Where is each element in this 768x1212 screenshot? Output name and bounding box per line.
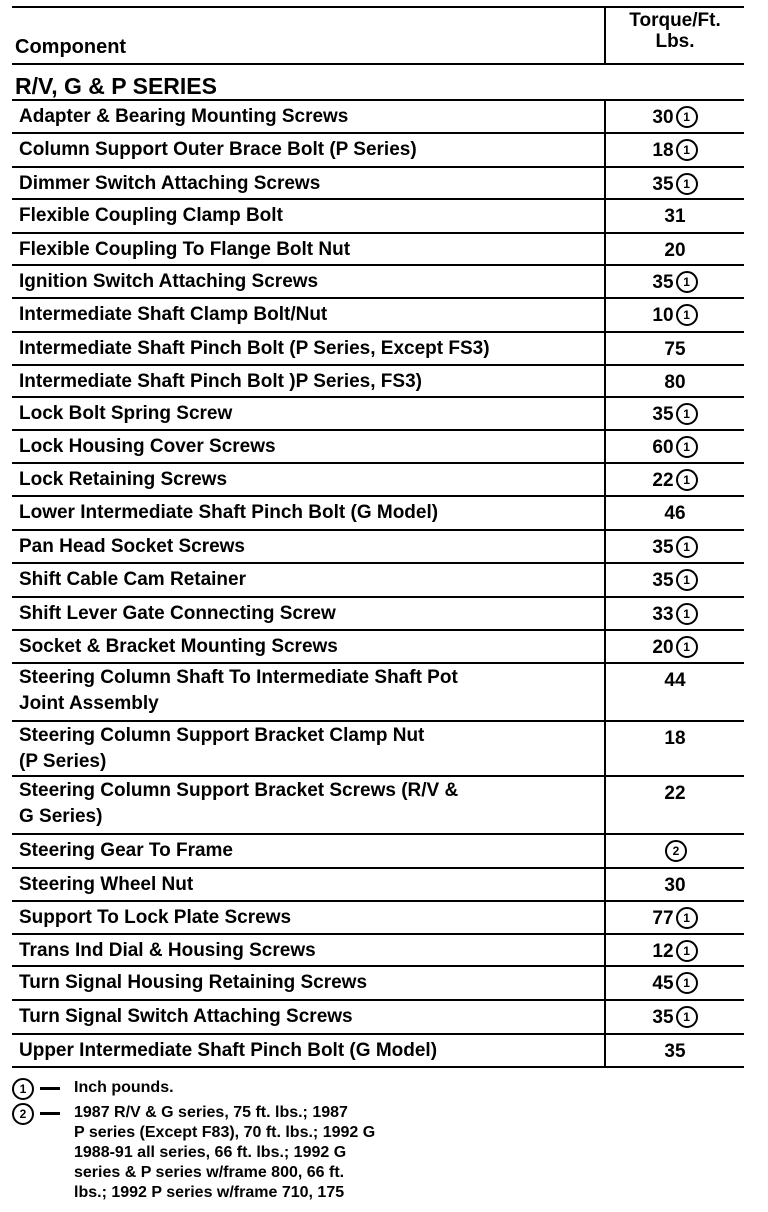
table-row bbox=[12, 902, 744, 935]
component-name: Column Support Outer Brace Bolt (P Series) bbox=[19, 139, 417, 160]
torque-cell bbox=[604, 531, 744, 562]
torque-value: 77 bbox=[652, 908, 674, 929]
torque-cell bbox=[604, 398, 744, 429]
torque-value: 22 bbox=[664, 783, 686, 804]
table-row bbox=[12, 869, 744, 902]
table-row bbox=[12, 1035, 744, 1068]
torque-value: 75 bbox=[664, 339, 686, 360]
footnote-marker-icon: 1 bbox=[676, 106, 698, 128]
footnote-marker-icon: 2 bbox=[665, 840, 687, 862]
component-name: Socket & Bracket Mounting Screws bbox=[19, 636, 338, 657]
footnote bbox=[12, 1103, 744, 1203]
torque-cell bbox=[604, 299, 744, 331]
footnote-text bbox=[74, 1103, 444, 1203]
torque-cell bbox=[604, 101, 744, 132]
torque-cell bbox=[604, 1001, 744, 1033]
torque-cell bbox=[604, 869, 744, 900]
torque-value: 45 bbox=[652, 973, 674, 994]
component-name: Shift Lever Gate Connecting Screw bbox=[19, 603, 336, 624]
torque-cell bbox=[604, 497, 744, 529]
component-name-line2: G Series) bbox=[19, 806, 103, 827]
component-cell bbox=[12, 200, 604, 232]
torque-cell bbox=[604, 722, 744, 775]
component-cell bbox=[12, 431, 604, 462]
footnote-marker-icon: 1 bbox=[676, 536, 698, 558]
footnote-marker-icon: 1 bbox=[676, 403, 698, 425]
component-name: Steering Column Shaft To Intermediate Shaft Pot bbox=[19, 667, 458, 688]
footnote-marker-icon: 1 bbox=[676, 304, 698, 326]
table-row bbox=[12, 1001, 744, 1035]
component-name: Shift Cable Cam Retainer bbox=[19, 569, 246, 590]
component-name: Dimmer Switch Attaching Screws bbox=[19, 173, 321, 194]
torque-cell bbox=[604, 431, 744, 462]
component-cell bbox=[12, 598, 604, 629]
component-name: Lock Housing Cover Screws bbox=[19, 436, 276, 457]
table-row bbox=[12, 168, 744, 200]
component-cell bbox=[12, 234, 604, 264]
torque-value: 18 bbox=[652, 140, 674, 161]
component-column-header: Component bbox=[15, 36, 127, 58]
component-cell bbox=[12, 631, 604, 662]
footnote-line: 1988-91 all series, 66 ft. lbs.; 1992 G bbox=[74, 1144, 347, 1161]
torque-cell bbox=[604, 664, 744, 720]
circled-number-icon: 1 bbox=[12, 1078, 34, 1100]
torque-value: 30 bbox=[664, 875, 686, 896]
footnotes bbox=[12, 1068, 744, 1203]
torque-cell bbox=[604, 200, 744, 232]
table-header bbox=[12, 6, 744, 65]
footnote-marker-icon: 1 bbox=[676, 173, 698, 195]
component-name-line2: (P Series) bbox=[19, 751, 107, 772]
dash-icon bbox=[40, 1112, 60, 1115]
component-name: Lock Retaining Screws bbox=[19, 469, 228, 490]
torque-value: 35 bbox=[652, 570, 674, 591]
table-body bbox=[12, 101, 744, 1068]
torque-value: 30 bbox=[652, 107, 674, 128]
component-cell bbox=[12, 902, 604, 933]
component-cell bbox=[12, 664, 604, 720]
component-cell bbox=[12, 299, 604, 331]
section-title: R/V, G & P SERIES bbox=[12, 65, 744, 101]
component-name: Flexible Coupling Clamp Bolt bbox=[19, 205, 283, 226]
component-cell bbox=[12, 722, 604, 775]
component-name: Turn Signal Switch Attaching Screws bbox=[19, 1006, 353, 1027]
torque-cell bbox=[604, 631, 744, 662]
component-cell bbox=[12, 835, 604, 867]
torque-value: 60 bbox=[652, 437, 674, 458]
component-cell bbox=[12, 266, 604, 297]
component-name: Intermediate Shaft Pinch Bolt (P Series, Except FS3) bbox=[19, 338, 490, 359]
torque-cell bbox=[604, 134, 744, 166]
torque-cell bbox=[604, 598, 744, 629]
component-cell bbox=[12, 464, 604, 495]
dash-icon bbox=[40, 1087, 60, 1090]
torque-value: 35 bbox=[652, 174, 674, 195]
torque-cell bbox=[604, 168, 744, 198]
table-row bbox=[12, 967, 744, 1001]
table-row bbox=[12, 777, 744, 835]
torque-cell bbox=[604, 366, 744, 396]
table-row bbox=[12, 631, 744, 664]
torque-value: 80 bbox=[664, 372, 686, 393]
component-name: Pan Head Socket Screws bbox=[19, 536, 245, 557]
footnote-line: lbs.; 1992 P series w/frame 710, 175 bbox=[74, 1184, 345, 1201]
footnote-marker bbox=[12, 1078, 74, 1100]
table-row bbox=[12, 200, 744, 234]
component-name: Lock Bolt Spring Screw bbox=[19, 403, 233, 424]
torque-cell bbox=[604, 967, 744, 999]
torque-value: 35 bbox=[652, 404, 674, 425]
footnote-marker-icon: 1 bbox=[676, 940, 698, 962]
component-name: Intermediate Shaft Clamp Bolt/Nut bbox=[19, 304, 328, 325]
table-row bbox=[12, 598, 744, 631]
torque-value: 46 bbox=[664, 503, 686, 524]
table-row bbox=[12, 101, 744, 134]
torque-cell bbox=[604, 464, 744, 495]
footnote-marker-icon: 1 bbox=[676, 907, 698, 929]
table-row bbox=[12, 333, 744, 366]
component-name: Steering Column Support Bracket Screws (R/V & bbox=[19, 780, 459, 801]
torque-cell bbox=[604, 835, 744, 867]
footnote-marker-icon: 1 bbox=[676, 603, 698, 625]
table-row bbox=[12, 366, 744, 398]
torque-header-line2: Lbs. bbox=[655, 31, 695, 52]
component-cell bbox=[12, 777, 604, 833]
component-name: Steering Column Support Bracket Clamp Nut bbox=[19, 725, 425, 746]
footnote-marker-icon: 1 bbox=[676, 271, 698, 293]
component-name: Flexible Coupling To Flange Bolt Nut bbox=[19, 239, 351, 260]
table-row bbox=[12, 935, 744, 967]
footnote-line: P series (Except F83), 70 ft. lbs.; 1992 G bbox=[74, 1124, 376, 1141]
torque-cell bbox=[604, 1035, 744, 1066]
torque-value: 20 bbox=[664, 240, 686, 261]
torque-cell bbox=[604, 333, 744, 364]
torque-cell bbox=[604, 234, 744, 264]
footnote-marker-icon: 1 bbox=[676, 636, 698, 658]
component-name: Upper Intermediate Shaft Pinch Bolt (G Model) bbox=[19, 1040, 438, 1061]
torque-header-line1: Torque/Ft. bbox=[629, 10, 721, 31]
component-cell bbox=[12, 398, 604, 429]
table-row bbox=[12, 564, 744, 598]
component-name: Adapter & Bearing Mounting Screws bbox=[19, 106, 349, 127]
component-cell bbox=[12, 1035, 604, 1066]
component-name: Support To Lock Plate Screws bbox=[19, 907, 292, 928]
torque-value: 12 bbox=[652, 941, 674, 962]
component-cell bbox=[12, 869, 604, 900]
table-row bbox=[12, 299, 744, 333]
torque-value: 10 bbox=[652, 305, 674, 326]
torque-value: 35 bbox=[664, 1041, 686, 1062]
footnote-line: series & P series w/frame 800, 66 ft. bbox=[74, 1164, 345, 1181]
circled-number-icon: 2 bbox=[12, 1103, 34, 1125]
torque-value: 33 bbox=[652, 604, 674, 625]
component-name: Turn Signal Housing Retaining Screws bbox=[19, 972, 368, 993]
table-row bbox=[12, 664, 744, 722]
component-cell bbox=[12, 564, 604, 596]
component-name: Trans Ind Dial & Housing Screws bbox=[19, 940, 316, 961]
table-row bbox=[12, 835, 744, 869]
table-row bbox=[12, 398, 744, 431]
torque-cell bbox=[604, 935, 744, 965]
component-cell bbox=[12, 1001, 604, 1033]
component-cell bbox=[12, 168, 604, 198]
table-row bbox=[12, 531, 744, 564]
torque-spec-table bbox=[12, 6, 744, 1206]
component-cell bbox=[12, 967, 604, 999]
footnote-marker-icon: 1 bbox=[676, 436, 698, 458]
footnote-marker bbox=[12, 1103, 74, 1203]
torque-value: 18 bbox=[664, 728, 686, 749]
footnote bbox=[12, 1078, 744, 1100]
component-cell bbox=[12, 531, 604, 562]
component-name: Intermediate Shaft Pinch Bolt )P Series, FS3) bbox=[19, 371, 422, 392]
table-row bbox=[12, 234, 744, 266]
component-cell bbox=[12, 333, 604, 364]
component-cell bbox=[12, 366, 604, 396]
component-name: Lower Intermediate Shaft Pinch Bolt (G Model) bbox=[19, 502, 439, 523]
table-row bbox=[12, 134, 744, 168]
component-name: Steering Wheel Nut bbox=[19, 874, 194, 895]
torque-value: 35 bbox=[652, 537, 674, 558]
component-cell bbox=[12, 101, 604, 132]
torque-value: 35 bbox=[652, 272, 674, 293]
footnote-line: 1987 R/V & G series, 75 ft. lbs.; 1987 bbox=[74, 1104, 348, 1121]
torque-value: 35 bbox=[652, 1007, 674, 1028]
torque-cell bbox=[604, 777, 744, 833]
component-cell bbox=[12, 134, 604, 166]
table-row bbox=[12, 722, 744, 777]
footnote-marker-icon: 1 bbox=[676, 972, 698, 994]
table-row bbox=[12, 464, 744, 497]
footnote-line: Inch pounds. bbox=[74, 1079, 174, 1096]
footnote-marker-icon: 1 bbox=[676, 139, 698, 161]
torque-cell bbox=[604, 902, 744, 933]
torque-value: 20 bbox=[652, 637, 674, 658]
torque-cell bbox=[604, 266, 744, 297]
footnote-marker-icon: 1 bbox=[676, 569, 698, 591]
torque-column-header bbox=[604, 8, 744, 63]
torque-value: 44 bbox=[664, 670, 686, 691]
torque-value: 22 bbox=[652, 470, 674, 491]
component-cell bbox=[12, 497, 604, 529]
component-name-line2: Joint Assembly bbox=[19, 693, 159, 714]
footnote-text bbox=[74, 1078, 444, 1100]
table-row bbox=[12, 431, 744, 464]
component-cell bbox=[12, 935, 604, 965]
footnote-marker-icon: 1 bbox=[676, 469, 698, 491]
component-name: Ignition Switch Attaching Screws bbox=[19, 271, 319, 292]
table-row bbox=[12, 497, 744, 531]
footnote-marker-icon: 1 bbox=[676, 1006, 698, 1028]
component-name: Steering Gear To Frame bbox=[19, 840, 233, 861]
table-row bbox=[12, 266, 744, 299]
torque-value: 31 bbox=[664, 206, 686, 227]
torque-cell bbox=[604, 564, 744, 596]
